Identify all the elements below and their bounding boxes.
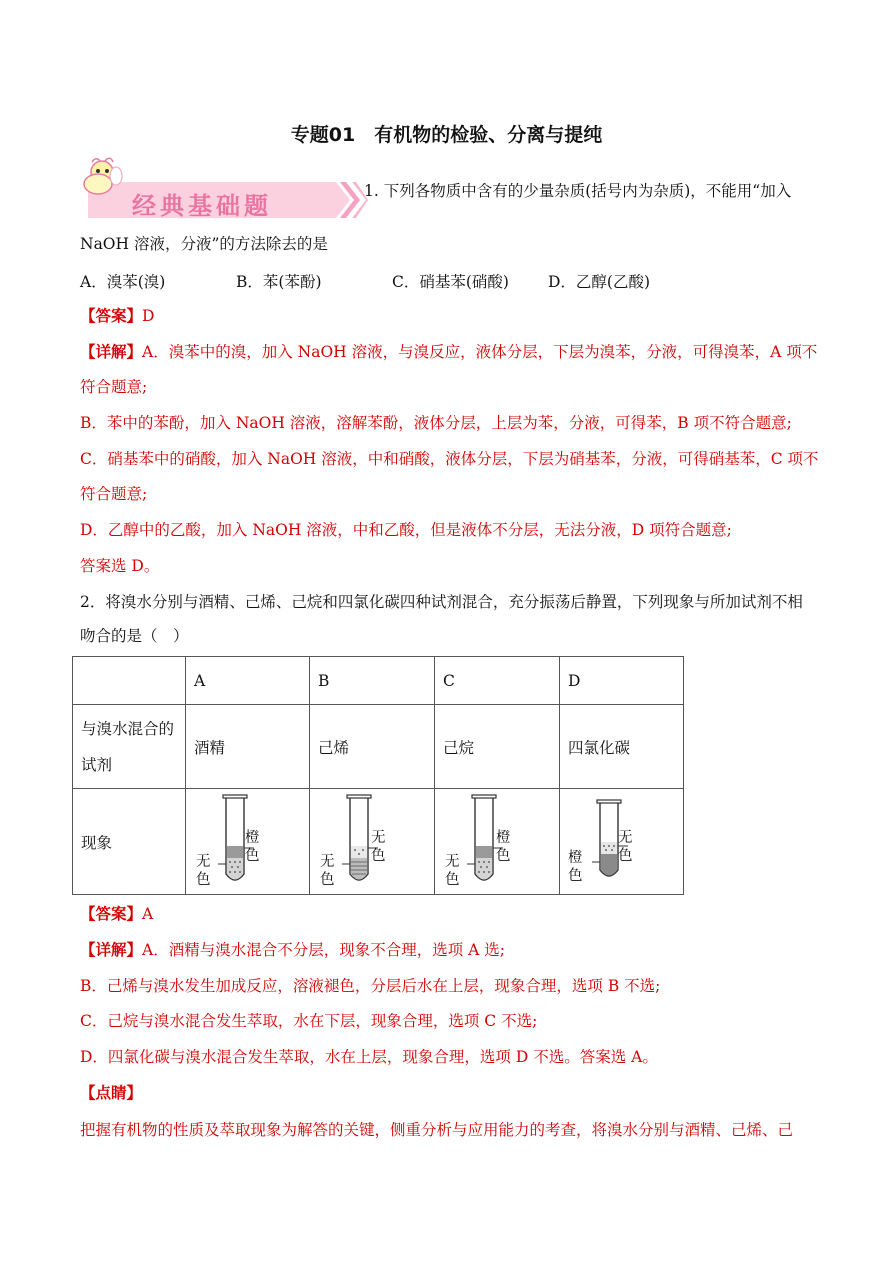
q2-point-line1: 把握有机物的性质及萃取现象为解答的关键，侧重分析与应用能力的考查，将溴水分别与酒精、己烯、己 <box>80 1121 794 1139</box>
table-row-label <box>73 705 186 789</box>
tube-a-top-label: 橙色 <box>245 830 260 864</box>
q1-stem-line2: NaOH 溶液，分液”的方法除去的是 <box>80 235 328 253</box>
q2-answer <box>80 904 153 924</box>
q1-detail-c-cont: 符合题意; <box>80 485 148 503</box>
q1-stem-line1: 1. 下列各物质中含有的少量杂质(括号内为杂质)，不能用“加入 <box>364 182 792 200</box>
q1-answer <box>80 306 154 326</box>
q2-stem-line2: 吻合的是（ ） <box>80 627 189 645</box>
q2-detail-a-text: A．酒精与溴水混合不分层，现象不合理，选项 A 选; <box>142 941 505 959</box>
page-title: 专题01 有机物的检验、分离与提纯 <box>290 124 603 146</box>
q2-detail-tag: 【详解】 <box>80 940 143 959</box>
tube-b-bottom-label: 无色 <box>320 854 335 888</box>
q1-detail-a-cont: 符合题意; <box>80 378 148 396</box>
q2-point-tag: 【点睛】 <box>80 1083 143 1102</box>
row-label-line1: 与溴水混合的 <box>81 719 175 738</box>
tube-d-bottom-label: 橙色 <box>568 850 583 884</box>
q1-detail-tag: 【详解】 <box>80 342 143 361</box>
q2-stem-line1: 2．将溴水分别与酒精、己烯、己烷和四氯化碳四种试剂混合，充分振荡后静置，下列现象与所加试剂不相 <box>80 593 803 611</box>
table-header-cell: B <box>310 657 435 705</box>
table-header-cell <box>73 657 186 705</box>
table-cell: 己烯 <box>310 705 435 789</box>
table-header-cell: D <box>560 657 684 705</box>
section-banner <box>78 156 368 220</box>
q2-detail-a <box>80 940 505 960</box>
q1-detail-b: B．苯中的苯酚，加入 NaOH 溶液，溶解苯酚，液体分层，上层为苯，分液，可得苯，B 项不符合题意; <box>80 414 792 432</box>
table-header-cell: A <box>186 657 310 705</box>
q1-conclusion: 答案选 D。 <box>80 557 160 575</box>
q1-option-c: C．硝基苯(硝酸) <box>392 273 509 291</box>
q1-detail-a <box>80 342 817 362</box>
q1-answer-tag: 【答案】 <box>80 306 143 325</box>
q2-answer-tag: 【答案】 <box>80 904 143 923</box>
q1-option-a: A．溴苯(溴) <box>80 273 166 291</box>
table-cell: 己烷 <box>435 705 560 789</box>
table-cell: 酒精 <box>186 705 310 789</box>
tube-c-bottom-label: 无色 <box>445 854 460 888</box>
table-row-label: 现象 <box>73 789 186 895</box>
q1-detail-a-text: A．溴苯中的溴，加入 NaOH 溶液，与溴反应，液体分层，下层为溴苯，分液，可得溴苯，A 项不 <box>142 343 818 361</box>
table-cell: 四氯化碳 <box>560 705 684 789</box>
row-label-line2: 试剂 <box>81 755 113 774</box>
q2-answer-value: A <box>142 905 154 923</box>
table-row <box>73 657 684 705</box>
q1-answer-value: D <box>142 307 155 325</box>
banner-label: 经典基础题 <box>132 192 272 220</box>
tube-d-top-label: 无色 <box>618 830 633 864</box>
tube-a-bottom-label: 无色 <box>196 854 211 888</box>
q1-option-b: B．苯(苯酚) <box>236 273 322 291</box>
q1-detail-c: C．硝基苯中的硝酸，加入 NaOH 溶液，中和硝酸，液体分层，下层为硝基苯，分液，可得硝基苯，C 项不 <box>80 450 819 468</box>
tube-b-top-label: 无色 <box>371 830 386 864</box>
q2-detail-b: B．己烯与溴水发生加成反应，溶液褪色，分层后水在上层，现象合理，选项 B 不选; <box>80 977 661 995</box>
table-row <box>73 705 684 789</box>
q1-option-d: D．乙醇(乙酸) <box>548 273 651 291</box>
table-header-cell: C <box>435 657 560 705</box>
tube-c-top-label: 橙色 <box>496 830 511 864</box>
q2-detail-c: C．己烷与溴水混合发生萃取，水在下层，现象合理，选项 C 不选; <box>80 1012 538 1030</box>
q2-detail-d: D．四氯化碳与溴水混合发生萃取，水在上层，现象合理，选项 D 不选。答案选 A。 <box>80 1048 658 1066</box>
q1-detail-d: D．乙醇中的乙酸，加入 NaOH 溶液，中和乙酸，但是液体不分层，无法分液，D 项符合题意; <box>80 521 732 539</box>
